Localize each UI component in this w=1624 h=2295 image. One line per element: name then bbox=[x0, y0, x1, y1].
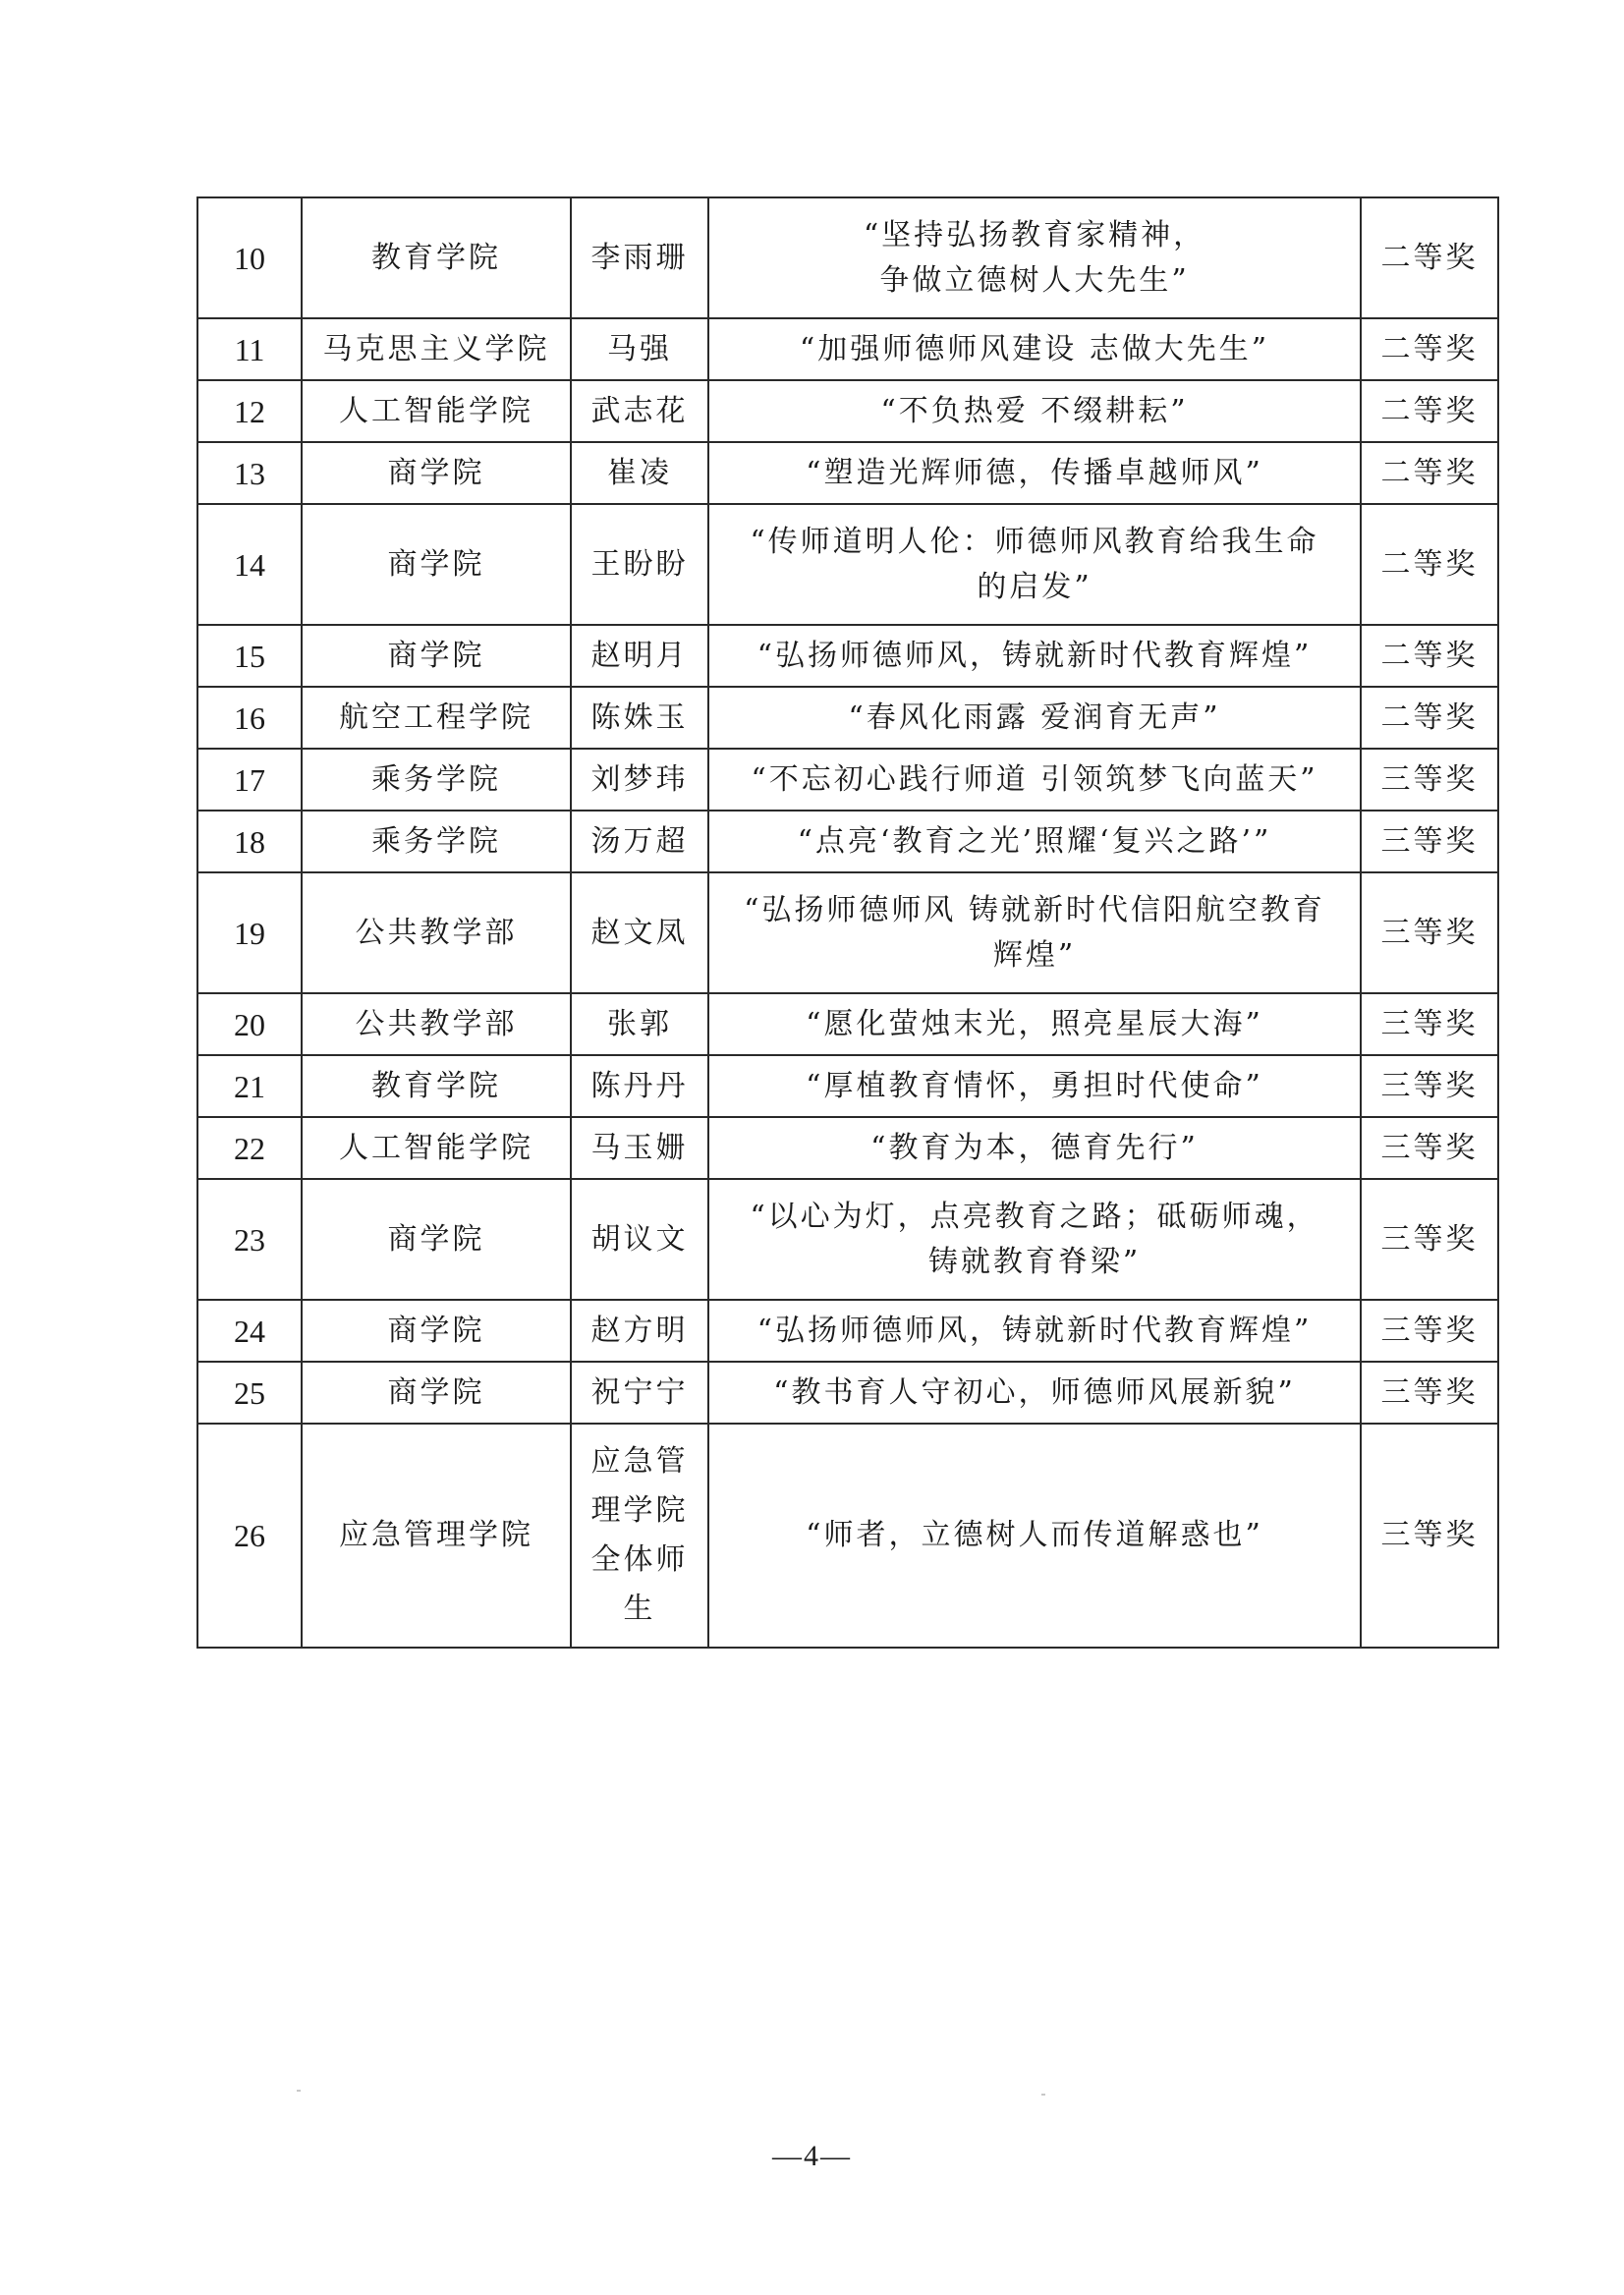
row-number: 21 bbox=[197, 1055, 302, 1117]
table-row bbox=[197, 197, 1498, 318]
row-number: 19 bbox=[197, 872, 302, 993]
awards-table bbox=[196, 196, 1499, 1649]
row-number: 26 bbox=[197, 1424, 302, 1648]
title-cell bbox=[708, 1424, 1361, 1648]
award-cell: 三等奖 bbox=[1361, 993, 1498, 1055]
table-row bbox=[197, 1055, 1498, 1117]
author-cell: 马强 bbox=[571, 318, 708, 380]
page-number: —4— bbox=[772, 2140, 852, 2172]
title-cell bbox=[708, 1362, 1361, 1424]
title-line: “点亮‘教育之光’照耀‘复兴之路’” bbox=[797, 823, 1272, 859]
author-cell: 祝宁宁 bbox=[571, 1362, 708, 1424]
row-number: 24 bbox=[197, 1300, 302, 1362]
title-line: 辉煌” bbox=[992, 937, 1077, 973]
scan-speck bbox=[297, 2090, 301, 2092]
title-line: “不负热爱 不缀耕耘” bbox=[880, 393, 1189, 428]
table-row bbox=[197, 1424, 1498, 1648]
department-cell: 商学院 bbox=[302, 504, 571, 625]
row-number: 12 bbox=[197, 380, 302, 442]
department-cell: 乘务学院 bbox=[302, 811, 571, 872]
author-cell: 陈姝玉 bbox=[571, 687, 708, 749]
author-cell: 马玉姗 bbox=[571, 1117, 708, 1179]
table-row bbox=[197, 1300, 1498, 1362]
table-row bbox=[197, 811, 1498, 872]
row-number: 17 bbox=[197, 749, 302, 811]
row-number: 15 bbox=[197, 625, 302, 687]
title-cell bbox=[708, 318, 1361, 380]
table-row bbox=[197, 380, 1498, 442]
department-cell: 人工智能学院 bbox=[302, 380, 571, 442]
table-row bbox=[197, 1362, 1498, 1424]
author-cell: 赵文凤 bbox=[571, 872, 708, 993]
title-line: “弘扬师德师风，铸就新时代教育辉煌” bbox=[756, 1313, 1313, 1348]
scan-speck bbox=[1041, 2094, 1045, 2096]
title-cell bbox=[708, 872, 1361, 993]
table-row bbox=[197, 749, 1498, 811]
author-cell: 赵明月 bbox=[571, 625, 708, 687]
table-row bbox=[197, 872, 1498, 993]
title-cell bbox=[708, 993, 1361, 1055]
title-line: “坚持弘扬教育家精神， bbox=[863, 217, 1206, 252]
title-cell bbox=[708, 1055, 1361, 1117]
row-number: 23 bbox=[197, 1179, 302, 1300]
author-cell: 汤万超 bbox=[571, 811, 708, 872]
title-line: “传师道明人伦：师德师风教育给我生命 bbox=[750, 524, 1319, 559]
awards-table-body bbox=[197, 197, 1498, 1648]
title-line: “弘扬师德师风 铸就新时代信阳航空教育 bbox=[744, 892, 1325, 927]
department-cell: 教育学院 bbox=[302, 197, 571, 318]
department-cell: 商学院 bbox=[302, 1300, 571, 1362]
award-cell: 三等奖 bbox=[1361, 1179, 1498, 1300]
title-cell bbox=[708, 1179, 1361, 1300]
title-line: 争做立德树人大先生” bbox=[879, 262, 1190, 298]
table-row bbox=[197, 442, 1498, 504]
department-cell: 航空工程学院 bbox=[302, 687, 571, 749]
department-cell: 商学院 bbox=[302, 1362, 571, 1424]
title-line: “师者，立德树人而传道解惑也” bbox=[806, 1518, 1263, 1552]
award-cell: 二等奖 bbox=[1361, 442, 1498, 504]
row-number: 22 bbox=[197, 1117, 302, 1179]
department-cell: 商学院 bbox=[302, 625, 571, 687]
title-cell bbox=[708, 625, 1361, 687]
title-cell bbox=[708, 749, 1361, 811]
row-number: 14 bbox=[197, 504, 302, 625]
award-cell: 二等奖 bbox=[1361, 504, 1498, 625]
title-line: “塑造光辉师德，传播卓越师风” bbox=[806, 455, 1263, 490]
award-cell: 三等奖 bbox=[1361, 1055, 1498, 1117]
table-row bbox=[197, 687, 1498, 749]
author-cell: 应急管理学院全体师生 bbox=[571, 1424, 708, 1648]
award-cell: 三等奖 bbox=[1361, 749, 1498, 811]
title-cell bbox=[708, 687, 1361, 749]
row-number: 16 bbox=[197, 687, 302, 749]
title-line: “以心为灯，点亮教育之路；砥砺师魂， bbox=[750, 1199, 1319, 1234]
author-cell: 王盼盼 bbox=[571, 504, 708, 625]
title-line: “教书育人守初心，师德师风展新貌” bbox=[773, 1374, 1296, 1410]
title-line: “弘扬师德师风，铸就新时代教育辉煌” bbox=[756, 638, 1313, 673]
title-line: “厚植教育情怀，勇担时代使命” bbox=[806, 1068, 1263, 1103]
row-number: 18 bbox=[197, 811, 302, 872]
author-cell: 崔凌 bbox=[571, 442, 708, 504]
title-line: “不忘初心践行师道 引领筑梦飞向蓝天” bbox=[751, 761, 1318, 797]
department-cell: 人工智能学院 bbox=[302, 1117, 571, 1179]
title-line: “加强师德师风建设 志做大先生” bbox=[799, 331, 1270, 366]
award-cell: 三等奖 bbox=[1361, 1117, 1498, 1179]
title-line: “愿化萤烛末光，照亮星辰大海” bbox=[806, 1006, 1263, 1041]
title-line: 的启发” bbox=[977, 569, 1092, 604]
award-cell: 二等奖 bbox=[1361, 380, 1498, 442]
table-row bbox=[197, 318, 1498, 380]
award-cell: 三等奖 bbox=[1361, 1362, 1498, 1424]
table-row bbox=[197, 1179, 1498, 1300]
row-number: 20 bbox=[197, 993, 302, 1055]
award-cell: 二等奖 bbox=[1361, 318, 1498, 380]
row-number: 11 bbox=[197, 318, 302, 380]
author-cell: 刘梦玮 bbox=[571, 749, 708, 811]
author-cell: 赵方明 bbox=[571, 1300, 708, 1362]
title-cell bbox=[708, 1300, 1361, 1362]
title-cell bbox=[708, 197, 1361, 318]
department-cell: 公共教学部 bbox=[302, 993, 571, 1055]
row-number: 13 bbox=[197, 442, 302, 504]
title-line: “春风化雨露 爱润育无声” bbox=[848, 700, 1221, 735]
row-number: 10 bbox=[197, 197, 302, 318]
table-row bbox=[197, 625, 1498, 687]
department-cell: 商学院 bbox=[302, 442, 571, 504]
table-row bbox=[197, 1117, 1498, 1179]
award-cell: 三等奖 bbox=[1361, 872, 1498, 993]
author-cell: 胡议文 bbox=[571, 1179, 708, 1300]
title-cell bbox=[708, 504, 1361, 625]
author-cell: 李雨珊 bbox=[571, 197, 708, 318]
author-cell: 张郭 bbox=[571, 993, 708, 1055]
department-cell: 商学院 bbox=[302, 1179, 571, 1300]
department-cell: 马克思主义学院 bbox=[302, 318, 571, 380]
title-cell bbox=[708, 811, 1361, 872]
award-cell: 二等奖 bbox=[1361, 197, 1498, 318]
author-cell: 陈丹丹 bbox=[571, 1055, 708, 1117]
title-cell bbox=[708, 380, 1361, 442]
department-cell: 乘务学院 bbox=[302, 749, 571, 811]
title-cell bbox=[708, 1117, 1361, 1179]
table-row bbox=[197, 993, 1498, 1055]
title-line: “教育为本，德育先行” bbox=[870, 1130, 1199, 1165]
award-cell: 三等奖 bbox=[1361, 811, 1498, 872]
award-cell: 三等奖 bbox=[1361, 1424, 1498, 1648]
table-row bbox=[197, 504, 1498, 625]
author-cell: 武志花 bbox=[571, 380, 708, 442]
award-cell: 二等奖 bbox=[1361, 687, 1498, 749]
row-number: 25 bbox=[197, 1362, 302, 1424]
title-line: 铸就教育脊梁” bbox=[927, 1244, 1142, 1279]
department-cell: 公共教学部 bbox=[302, 872, 571, 993]
award-cell: 三等奖 bbox=[1361, 1300, 1498, 1362]
department-cell: 教育学院 bbox=[302, 1055, 571, 1117]
department-cell: 应急管理学院 bbox=[302, 1424, 571, 1648]
award-cell: 二等奖 bbox=[1361, 625, 1498, 687]
title-cell bbox=[708, 442, 1361, 504]
